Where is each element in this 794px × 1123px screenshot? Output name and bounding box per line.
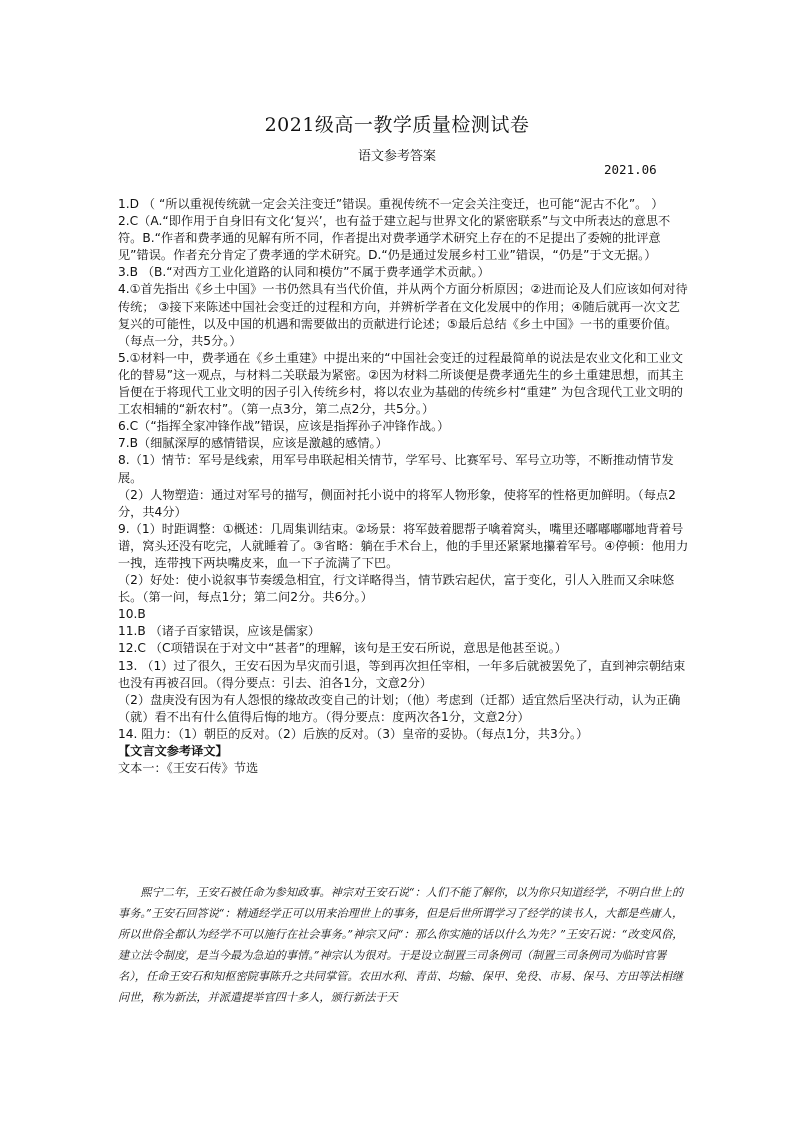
- answer-4: 4.①首先指出《乡土中国》一书仍然具有当代价值，并从两个方面分析原因；②进而论及人们应该如何对待传统； ③接下来陈述中国社会变迁的过程和方向，并辨析学者在文化发展中的作用；④随后就再一次文艺复兴的可能性，以及中国的机遇和需要做出的贡献进行论述；⑤最后总结《乡土中国》一书的重要价值。（每点一分，共5分。）: [118, 282, 688, 348]
- answer-1: 1.D （ “所以重视传统就一定会关注变迁”错误。重视传统不一定会关注变迁，也可能“泥古不化”。 ）: [118, 197, 664, 211]
- answer-2: 2.C（A.“即作用于自身旧有文化‘复兴’，也有益于建立起与世界文化的紧密联系”与文中所表达的意思不符。B.“作者和费孝通的见解有所不同，作者提出对费孝通学术研究上存在的不足提出了委婉的批评意见”错误。作者充分肯定了费孝通的学术研究。D.“仍是通过发展乡村工业”错误，“仍是”于文无据。）: [118, 214, 671, 263]
- answer-11: 11.B （诸子百家错误，应该是儒家）: [118, 624, 321, 639]
- answer-9-part-2: （2）好处：使小说叙事节奏缓急相宜，行文详略得当，情节跌宕起伏，富于变化，引人入胜而又余味悠长。（第一问，每点1分；第二问2分。共6分。）: [118, 573, 675, 605]
- translation-passage: [118, 882, 690, 1008]
- answer-14: 14. 阻力：（1）朝臣的反对。（2）后族的反对。（3）皇帝的妥协。（每点1分，共3分。）: [118, 726, 589, 741]
- answer-7: 7.B（细腻深厚的感情错误，应该是激越的感情。）: [118, 436, 388, 451]
- exam-date: 2021.06: [604, 162, 657, 177]
- answer-10: 10.B: [118, 607, 146, 622]
- answer-13-part-1: 13. （1）过了很久，王安石因为旱灾而引退，等到再次担任宰相，一年多后就被罢免了，直到神宗朝结束也没有再被召回。（得分要点：引去、洎各1分，文意2分）: [118, 658, 686, 690]
- answer-3: 3.B （B.“对西方工业化道路的认同和模仿”不属于费孝通学术贡献。）: [118, 265, 490, 280]
- answer-9-part-1: 9.（1）时距调整：①概述：几周集训结束。②场景：将军鼓着腮帮子噙着窝头，嘴里还嘟嘟嘟嘟地背着号谱，窝头还没有吃完，人就睡着了。③省略：躺在手术台上，他的手里还紧紧地攥着军号。④停顿：他用力一拽，连带拽下两块嘴皮来，血一下子流满了下巴。: [118, 521, 689, 570]
- answer-6: 6.C（“指挥全家冲锋作战”错误，应该是指挥孙子冲锋作战。）: [118, 419, 450, 434]
- page-title: 2021级高一教学质量检测试卷: [264, 114, 530, 136]
- translation-paragraph: 熙宁二年，王安石被任命为参知政事。神宗对王安石说“：人们不能了解你，以为你只知道经学，不明白世上的事务。”王安石回答说“：精通经学正可以用来治理世上的事务，但是后世所谓学习了经学的读书人，大都是些庸人，所以世俗全都认为经学不可以施行在社会事务。”神宗又问“：那么你实施的话以什么为先？”王安石说：“改变风俗，建立法令制度，是当今最为急迫的事情。”神宗认为很对。于是设立制置三司条例司（制置三司条例司为临时官署名），任命王安石和知枢密院事陈升之共同掌管。农田水利、青苗、均输、保甲、免役、市易、保马、方田等法相继问世，称为新法，并派遣提举官四十多人，颁行新法于天: [118, 886, 684, 1004]
- answer-13-part-2: （2）盘庚没有因为有人怨恨的缘故改变自己的计划；（他）考虑到（迁都）适宜然后坚决行动，认为正确（就）看不出有什么值得后悔的地方。（得分要点：度两次各1分，文意2分）: [118, 692, 681, 724]
- answer-list: [118, 196, 690, 777]
- answer-8-part-1: 8.（1）情节：军号是线索，用军号串联起相关情节，学军号、比赛军号、军号立功等，不断推动情节发展。: [118, 453, 674, 485]
- answer-5: 5.①材料一中，费孝通在《乡土重建》中提出来的“中国社会变迁的过程最简单的说法是农业文化和工业文化的替易”这一观点，与材料二关联最为紧密。②因为材料二所谈便是费孝通先生的乡土重建思想，而其主旨便在于将现代工业文明的因子引入传统乡村，将以农业为基础的传统乡村“重建” 为包含现代工业文明的工农相辅的“新农村”。（第一点3分，第二点2分，共5分。）: [118, 350, 684, 417]
- answer-8-part-2: （2）人物塑造：通过对军号的描写，侧面衬托小说中的将军人物形象，使将军的性格更加鲜明。（每点2分，共4分）: [118, 487, 676, 519]
- translation-text-label: 文本一：《王安石传》节选: [118, 761, 259, 776]
- answer-12: 12.C （C项错误在于对文中“甚者”的理解，该句是王安石所说，意思是他甚至说。）: [118, 641, 567, 656]
- translation-section-label: 【文言文参考译文】: [118, 744, 228, 758]
- page-subtitle: 语文参考答案: [357, 149, 436, 164]
